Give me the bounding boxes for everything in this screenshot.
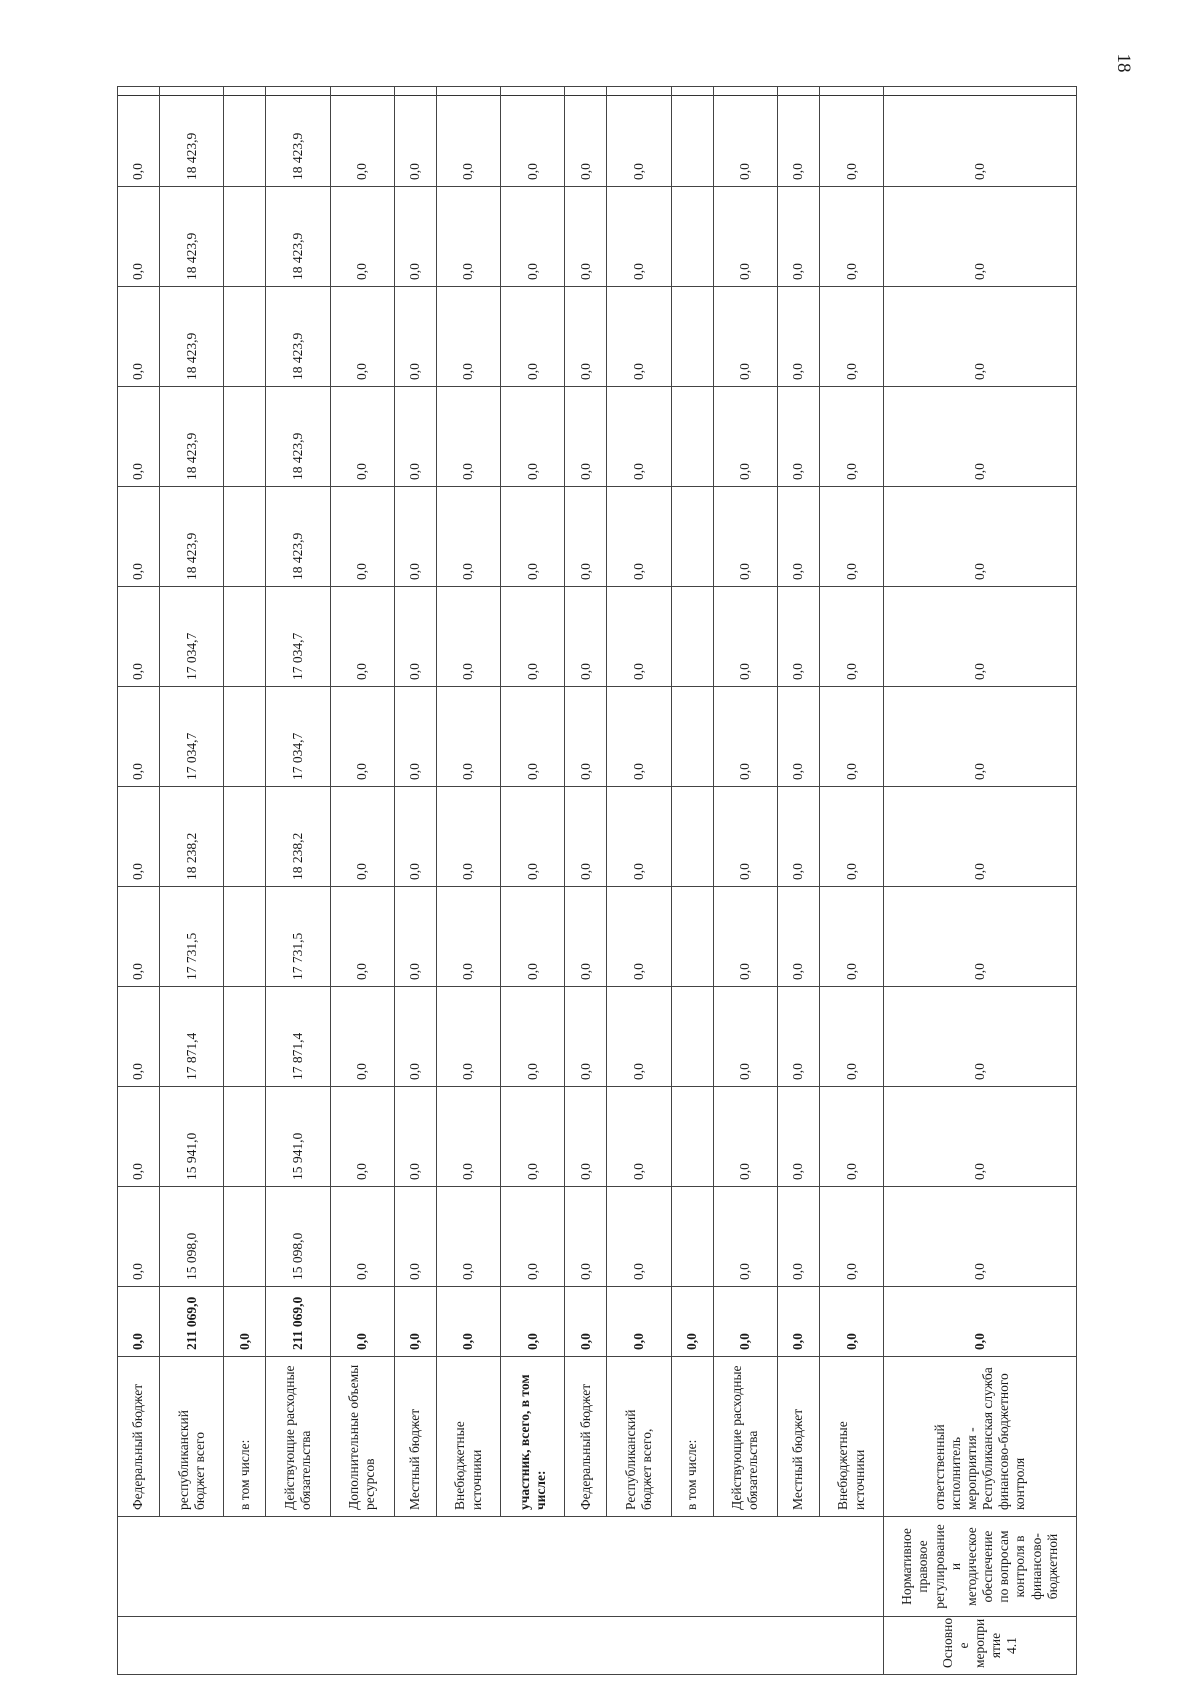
value-cell: 0,0 [436, 187, 500, 287]
value-cell: 0,0 [330, 87, 394, 187]
value-cell: 0,0 [820, 287, 884, 387]
value-cell: 0,0 [394, 287, 436, 387]
table-row [671, 87, 713, 1675]
value-cell: 0,0 [394, 1187, 436, 1287]
value-cell: 0,0 [884, 87, 1077, 187]
total-cell: 0,0 [394, 1287, 436, 1357]
value-cell: 0,0 [436, 887, 500, 987]
value-cell: 18 423,9 [160, 487, 224, 587]
value-cell: 0,0 [820, 587, 884, 687]
value-cell [671, 187, 713, 287]
value-cell: 18 423,9 [266, 287, 330, 387]
value-cell: 15 941,0 [160, 1087, 224, 1187]
value-cell [224, 887, 266, 987]
total-cell: 0,0 [565, 1287, 607, 1357]
value-cell: 0,0 [565, 887, 607, 987]
value-cell: 0,0 [501, 587, 565, 687]
value-cell: 0,0 [884, 187, 1077, 287]
total-cell: 211 069,0 [160, 1287, 224, 1357]
value-cell: 0,0 [501, 787, 565, 887]
value-cell: 0,0 [118, 387, 160, 487]
value-cell: 0,0 [330, 187, 394, 287]
table-row [266, 87, 330, 1675]
value-cell: 0,0 [884, 387, 1077, 487]
value-cell: 0,0 [884, 987, 1077, 1087]
value-cell: 0,0 [330, 487, 394, 587]
row-label: Действующие расходные обязательства [266, 1357, 330, 1517]
total-cell: 0,0 [607, 1287, 671, 1357]
value-cell: 0,0 [394, 87, 436, 187]
value-cell: 0,0 [501, 1087, 565, 1187]
total-cell: 0,0 [671, 1287, 713, 1357]
value-cell [671, 387, 713, 487]
value-cell: 0,0 [330, 1187, 394, 1287]
value-cell [671, 1187, 713, 1287]
value-cell: 0,0 [118, 1187, 160, 1287]
value-cell: 0,0 [436, 787, 500, 887]
value-cell [671, 987, 713, 1087]
table-row [224, 87, 266, 1675]
value-cell: 0,0 [884, 587, 1077, 687]
value-cell: 0,0 [436, 1087, 500, 1187]
value-cell: 0,0 [884, 787, 1077, 887]
row-label: Местный бюджет [777, 1357, 819, 1517]
value-cell: 0,0 [607, 1187, 671, 1287]
value-cell: 18 423,9 [266, 187, 330, 287]
value-cell: 17 034,7 [160, 587, 224, 687]
value-cell: 0,0 [565, 187, 607, 287]
value-cell [224, 487, 266, 587]
value-cell [224, 1187, 266, 1287]
value-cell: 0,0 [565, 1087, 607, 1187]
value-cell: 18 423,9 [266, 487, 330, 587]
value-cell: 18 238,2 [266, 787, 330, 887]
main-activity-desc-cell: Нормативное правовое регулирование и методическое обеспечение по вопросам контроля в финансово- бюджетной [884, 1517, 1077, 1617]
table-row [607, 87, 671, 1675]
table-row [884, 87, 1077, 1675]
table-row [501, 87, 565, 1675]
value-cell: 0,0 [501, 387, 565, 487]
table-row [713, 87, 777, 1675]
row-label: Внебюджетные источники [820, 1357, 884, 1517]
table-row [394, 87, 436, 1675]
value-cell: 0,0 [713, 1087, 777, 1187]
value-cell: 0,0 [820, 987, 884, 1087]
value-cell: 0,0 [820, 487, 884, 587]
value-cell [671, 687, 713, 787]
value-cell: 0,0 [713, 87, 777, 187]
total-cell: 211 069,0 [266, 1287, 330, 1357]
value-cell: 0,0 [565, 687, 607, 787]
value-cell: 0,0 [330, 987, 394, 1087]
value-cell: 0,0 [394, 387, 436, 487]
value-cell: 0,0 [118, 787, 160, 887]
value-cell: 0,0 [436, 1187, 500, 1287]
value-cell: 0,0 [501, 487, 565, 587]
value-cell [224, 787, 266, 887]
value-cell: 15 098,0 [266, 1187, 330, 1287]
value-cell: 0,0 [565, 287, 607, 387]
value-cell: 0,0 [607, 387, 671, 487]
table-row [820, 87, 884, 1675]
value-cell [671, 1087, 713, 1187]
value-cell: 0,0 [565, 787, 607, 887]
value-cell: 0,0 [394, 187, 436, 287]
value-cell: 0,0 [330, 587, 394, 687]
value-cell: 0,0 [713, 787, 777, 887]
row-label: Дополнительные объемы ресурсов [330, 1357, 394, 1517]
value-cell [671, 587, 713, 687]
value-cell [224, 387, 266, 487]
value-cell [224, 287, 266, 387]
total-cell: 0,0 [501, 1287, 565, 1357]
value-cell: 17 034,7 [266, 587, 330, 687]
value-cell: 0,0 [118, 487, 160, 587]
value-cell: 18 423,9 [266, 87, 330, 187]
value-cell: 0,0 [884, 1087, 1077, 1187]
total-cell: 0,0 [777, 1287, 819, 1357]
value-cell: 0,0 [330, 387, 394, 487]
value-cell: 18 423,9 [266, 387, 330, 487]
value-cell: 0,0 [436, 287, 500, 387]
value-cell [224, 687, 266, 787]
value-cell: 0,0 [607, 887, 671, 987]
value-cell: 0,0 [436, 687, 500, 787]
table-row [118, 87, 160, 1675]
row-label: Действующие расходные обязательства [713, 1357, 777, 1517]
value-cell: 0,0 [118, 887, 160, 987]
value-cell [224, 187, 266, 287]
value-cell: 18 423,9 [160, 287, 224, 387]
value-cell: 0,0 [820, 1087, 884, 1187]
value-cell [224, 87, 266, 187]
table-row [436, 87, 500, 1675]
row-label: республиканский бюджет всего [160, 1357, 224, 1517]
row-label: в том числе: [224, 1357, 266, 1517]
value-cell: 0,0 [777, 787, 819, 887]
row-label: участник, всего, в том числе: [501, 1357, 565, 1517]
value-cell: 17 871,4 [266, 987, 330, 1087]
value-cell [224, 587, 266, 687]
row-label: Республиканский бюджет всего, [607, 1357, 671, 1517]
value-cell: 0,0 [777, 487, 819, 587]
value-cell: 0,0 [884, 687, 1077, 787]
value-cell: 0,0 [713, 287, 777, 387]
table-row [565, 87, 607, 1675]
value-cell [224, 1087, 266, 1187]
value-cell: 0,0 [820, 887, 884, 987]
value-cell: 0,0 [330, 687, 394, 787]
value-cell: 0,0 [394, 787, 436, 887]
value-cell: 0,0 [607, 687, 671, 787]
value-cell: 0,0 [777, 687, 819, 787]
value-cell: 0,0 [565, 87, 607, 187]
value-cell: 0,0 [777, 87, 819, 187]
value-cell: 0,0 [884, 487, 1077, 587]
value-cell: 0,0 [394, 687, 436, 787]
value-cell: 0,0 [118, 587, 160, 687]
page-number: 18 [1113, 53, 1134, 73]
value-cell: 0,0 [713, 587, 777, 687]
value-cell: 0,0 [501, 987, 565, 1087]
value-cell [671, 487, 713, 587]
value-cell: 0,0 [713, 487, 777, 587]
value-cell: 0,0 [436, 87, 500, 187]
value-cell: 0,0 [884, 887, 1077, 987]
value-cell: 0,0 [394, 887, 436, 987]
value-cell: 0,0 [394, 587, 436, 687]
value-cell: 0,0 [713, 887, 777, 987]
activity-blank-cell [118, 1617, 884, 1675]
row-label: в том числе: [671, 1357, 713, 1517]
value-cell: 0,0 [713, 1187, 777, 1287]
value-cell: 0,0 [394, 987, 436, 1087]
value-cell: 17 731,5 [160, 887, 224, 987]
value-cell: 0,0 [777, 987, 819, 1087]
value-cell: 0,0 [607, 487, 671, 587]
value-cell: 0,0 [607, 87, 671, 187]
value-cell: 0,0 [607, 187, 671, 287]
total-cell: 0,0 [713, 1287, 777, 1357]
total-cell: 0,0 [118, 1287, 160, 1357]
value-cell: 0,0 [777, 287, 819, 387]
value-cell: 0,0 [777, 887, 819, 987]
value-cell: 0,0 [330, 787, 394, 887]
value-cell: 0,0 [501, 1187, 565, 1287]
budget-table [117, 86, 1077, 1675]
value-cell: 0,0 [607, 787, 671, 887]
value-cell: 0,0 [820, 1187, 884, 1287]
value-cell: 0,0 [565, 387, 607, 487]
value-cell: 0,0 [820, 687, 884, 787]
row-label: ответственный исполнитель мероприятия - Республиканская служба финансово-бюджетного контроля [884, 1357, 1077, 1517]
total-cell: 0,0 [436, 1287, 500, 1357]
activity-desc-blank-cell [118, 1517, 884, 1617]
value-cell: 0,0 [118, 1087, 160, 1187]
total-cell: 0,0 [820, 1287, 884, 1357]
row-label: Федеральный бюджет [118, 1357, 160, 1517]
value-cell: 0,0 [565, 587, 607, 687]
value-cell [671, 887, 713, 987]
value-cell: 0,0 [565, 1187, 607, 1287]
value-cell [224, 987, 266, 1087]
value-cell: 18 238,2 [160, 787, 224, 887]
table-row [160, 87, 224, 1675]
value-cell [671, 287, 713, 387]
value-cell: 0,0 [330, 1087, 394, 1187]
value-cell: 0,0 [436, 587, 500, 687]
value-cell: 0,0 [394, 1087, 436, 1187]
value-cell: 18 423,9 [160, 387, 224, 487]
value-cell [671, 787, 713, 887]
value-cell: 0,0 [607, 287, 671, 387]
value-cell: 15 098,0 [160, 1187, 224, 1287]
table-row [777, 87, 819, 1675]
value-cell: 17 871,4 [160, 987, 224, 1087]
value-cell: 0,0 [777, 1087, 819, 1187]
total-cell: 0,0 [224, 1287, 266, 1357]
value-cell: 17 034,7 [266, 687, 330, 787]
value-cell: 0,0 [501, 187, 565, 287]
value-cell: 17 034,7 [160, 687, 224, 787]
value-cell: 0,0 [713, 187, 777, 287]
value-cell [671, 87, 713, 187]
value-cell: 0,0 [118, 87, 160, 187]
value-cell: 0,0 [777, 387, 819, 487]
value-cell: 0,0 [118, 987, 160, 1087]
value-cell: 15 941,0 [266, 1087, 330, 1187]
value-cell: 0,0 [713, 687, 777, 787]
value-cell: 17 731,5 [266, 887, 330, 987]
value-cell: 0,0 [713, 987, 777, 1087]
value-cell: 0,0 [777, 1187, 819, 1287]
row-label: Федеральный бюджет [565, 1357, 607, 1517]
table-row [330, 87, 394, 1675]
value-cell: 18 423,9 [160, 187, 224, 287]
value-cell: 0,0 [820, 387, 884, 487]
row-label: Местный бюджет [394, 1357, 436, 1517]
total-cell: 0,0 [884, 1287, 1077, 1357]
value-cell: 0,0 [820, 187, 884, 287]
main-activity-cell: Основно е меропри ятие 4.1 [884, 1617, 1077, 1675]
value-cell: 0,0 [565, 487, 607, 587]
value-cell: 0,0 [713, 387, 777, 487]
value-cell: 0,0 [565, 987, 607, 1087]
value-cell: 0,0 [436, 487, 500, 587]
value-cell: 0,0 [501, 287, 565, 387]
budget-table-sheet [117, 95, 1077, 1675]
value-cell: 0,0 [501, 87, 565, 187]
value-cell: 0,0 [436, 387, 500, 487]
value-cell: 0,0 [607, 987, 671, 1087]
value-cell: 0,0 [607, 1087, 671, 1187]
value-cell: 0,0 [118, 187, 160, 287]
row-label: Внебюджетные источники [436, 1357, 500, 1517]
value-cell: 0,0 [607, 587, 671, 687]
value-cell: 0,0 [501, 887, 565, 987]
value-cell: 0,0 [118, 287, 160, 387]
value-cell: 0,0 [884, 287, 1077, 387]
value-cell: 0,0 [394, 487, 436, 587]
value-cell: 0,0 [330, 287, 394, 387]
value-cell: 0,0 [820, 87, 884, 187]
value-cell: 0,0 [820, 787, 884, 887]
value-cell: 0,0 [118, 687, 160, 787]
value-cell: 0,0 [884, 1187, 1077, 1287]
value-cell: 0,0 [436, 987, 500, 1087]
value-cell: 0,0 [777, 587, 819, 687]
value-cell: 18 423,9 [160, 87, 224, 187]
value-cell: 0,0 [330, 887, 394, 987]
total-cell: 0,0 [330, 1287, 394, 1357]
value-cell: 0,0 [501, 687, 565, 787]
value-cell: 0,0 [777, 187, 819, 287]
